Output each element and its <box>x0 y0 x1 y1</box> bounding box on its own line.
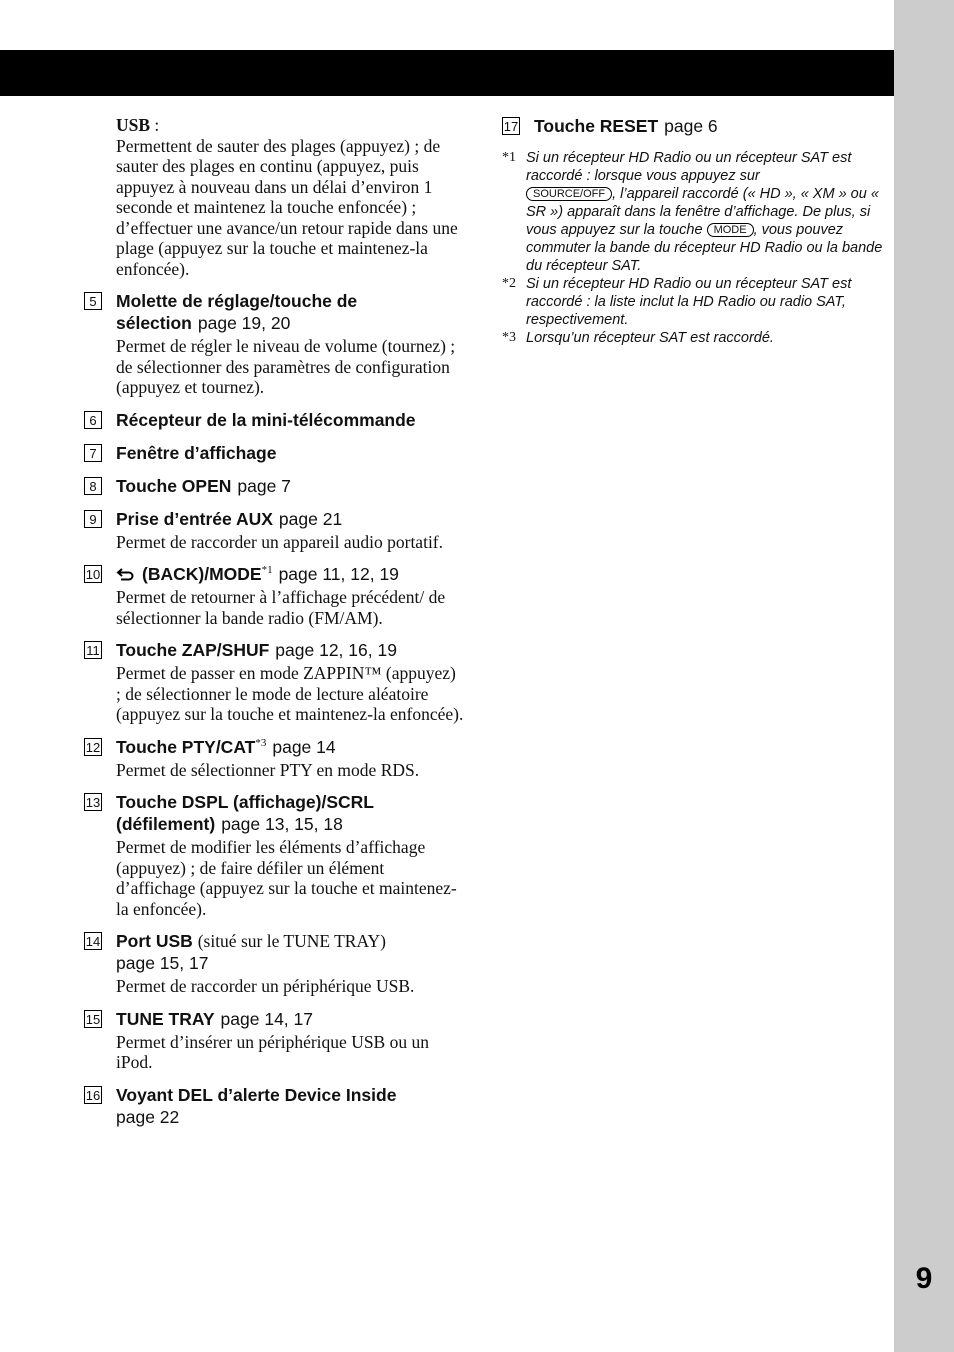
item-number: 8 <box>84 477 102 495</box>
footnote-ref: *1 <box>261 564 273 577</box>
item-description: Permet de sélectionner PTY en mode RDS. <box>116 759 420 780</box>
item-description: Permet de raccorder un périphérique USB. <box>116 976 415 996</box>
item-number: 11 <box>84 641 102 659</box>
page-number: 9 <box>915 1262 933 1295</box>
item-number: 7 <box>84 444 102 462</box>
footnote-2 <box>502 275 887 329</box>
footnote-3 <box>502 329 887 347</box>
page-ref: page 6 <box>664 116 718 136</box>
item-title: Touche DSPL (affichage)/SCRL (défilement) <box>116 792 374 834</box>
back-arrow-icon <box>116 566 136 582</box>
item-5 <box>84 290 464 398</box>
item-title: Port USB <box>116 931 193 951</box>
side-tab <box>894 0 954 1352</box>
item-14 <box>84 930 464 997</box>
footnotes <box>502 149 887 347</box>
item-7 <box>84 442 464 464</box>
footnote-1 <box>502 149 887 275</box>
footnote-marker: *2 <box>502 276 516 291</box>
item-title: TUNE TRAY <box>116 1008 215 1029</box>
item-note: (situé sur le TUNE TRAY) <box>197 931 386 951</box>
item-11 <box>84 639 464 725</box>
usb-description: Permettent de sauter des plages (appuyez) ; de sauter des plages en continu (appuyez, puis appuyez à nouveau dans un délai d’environ 1 seconde et maintenez la touche enfoncée) ; d’effectuer une avance/un retour rapide dans une plage (appuyez sur la touche et maintenez-la enfoncée). <box>116 135 458 279</box>
item-title: (BACK)/MODE <box>142 564 262 584</box>
item-number: 9 <box>84 510 102 528</box>
item-description: Permet de retourner à l’affichage précédent/ de sélectionner la bande radio (FM/AM). <box>116 587 446 628</box>
item-title: Récepteur de la mini-télécommande <box>116 409 416 430</box>
page-ref: page 11, 12, 19 <box>278 564 399 584</box>
mode-button-label: MODE <box>707 223 754 237</box>
item-number: 5 <box>84 292 102 310</box>
item-15 <box>84 1008 464 1073</box>
item-6 <box>84 409 464 431</box>
item-number: 15 <box>85 1011 101 1027</box>
footnote-marker: *3 <box>502 330 516 345</box>
source-off-button-label: SOURCE/OFF <box>526 187 612 201</box>
item-number: 14 <box>85 934 101 949</box>
item-description: Permet de modifier les éléments d’affichage (appuyez) ; de faire défiler un élément d’affichage (appuyez sur la touche et maintenez-la enfoncée). <box>116 837 457 919</box>
item-16 <box>84 1084 464 1128</box>
item-title: Touche PTY/CAT <box>116 736 256 757</box>
item-number: 17 <box>503 119 519 134</box>
footnote-text: Lorsqu’un récepteur SAT est raccordé. <box>526 330 774 346</box>
item-number: 6 <box>84 411 102 429</box>
item-8 <box>84 475 464 497</box>
usb-block <box>116 115 464 279</box>
usb-label: USB <box>116 115 151 135</box>
footnote-text: Si un récepteur HD Radio ou un récepteur SAT est raccordé : lorsque vous appuyez sur <box>526 150 852 184</box>
footnote-text: , l’appareil raccordé (« HD », « XM » ou « SR ») apparaît dans la fenêtre d’affichage. De plus, si vous appuyez sur la touche <box>526 186 879 238</box>
item-title: Touche ZAP/SHUF <box>116 640 270 660</box>
page-ref: page 21 <box>278 508 343 529</box>
item-title: Touche OPEN <box>116 475 232 496</box>
usb-colon: : <box>150 115 160 135</box>
page-ref: page 12, 16, 19 <box>275 640 397 660</box>
page-ref: page 7 <box>237 475 291 496</box>
item-title: Voyant DEL d’alerte Device Inside <box>116 1084 397 1105</box>
footnote-text: Si un récepteur HD Radio ou un récepteur SAT est raccordé : la liste inclut la HD Radio ou radio SAT, respectivement. <box>526 276 852 328</box>
item-12 <box>84 736 464 781</box>
footnote-text: , vous pouvez commuter la bande du récepteur HD Radio ou la bande du récepteur SAT. <box>526 222 883 274</box>
item-description: Permet d’insérer un périphérique USB ou un iPod. <box>116 1031 429 1072</box>
item-13 <box>84 791 464 919</box>
item-number: 10 <box>85 567 101 582</box>
left-column <box>84 115 464 1128</box>
page-ref: page 15, 17 <box>116 953 209 973</box>
item-title: Touche RESET <box>534 116 659 136</box>
item-description: Permet de régler le niveau de volume (tournez) ; de sélectionner des paramètres de configuration (appuyez et tournez). <box>116 336 456 397</box>
item-title: Fenêtre d’affichage <box>116 442 277 463</box>
page-ref: page 22 <box>116 1106 180 1127</box>
page-ref: page 14 <box>272 736 336 757</box>
item-number: 12 <box>85 739 101 755</box>
footnote-ref: *3 <box>255 736 267 749</box>
item-number: 13 <box>85 795 101 810</box>
page-ref: page 19, 20 <box>197 313 291 333</box>
item-10 <box>84 563 464 628</box>
page-ref: page 13, 15, 18 <box>221 814 343 834</box>
item-17 <box>502 115 887 137</box>
item-title: Molette de réglage/touche de sélection <box>116 291 358 333</box>
item-description: Permet de passer en mode ZAPPIN™ (appuyez) ; de sélectionner le mode de lecture aléatoire (appuyez sur la touche et maintenez-la enfoncée). <box>116 663 464 724</box>
item-9 <box>84 508 464 553</box>
header-bar <box>0 50 894 96</box>
item-number: 16 <box>85 1087 101 1103</box>
item-title: Prise d’entrée AUX <box>116 508 273 529</box>
item-description: Permet de raccorder un appareil audio portatif. <box>116 531 444 552</box>
right-column <box>502 115 887 347</box>
footnote-marker: *1 <box>502 150 516 165</box>
page-ref: page 14, 17 <box>220 1008 313 1029</box>
